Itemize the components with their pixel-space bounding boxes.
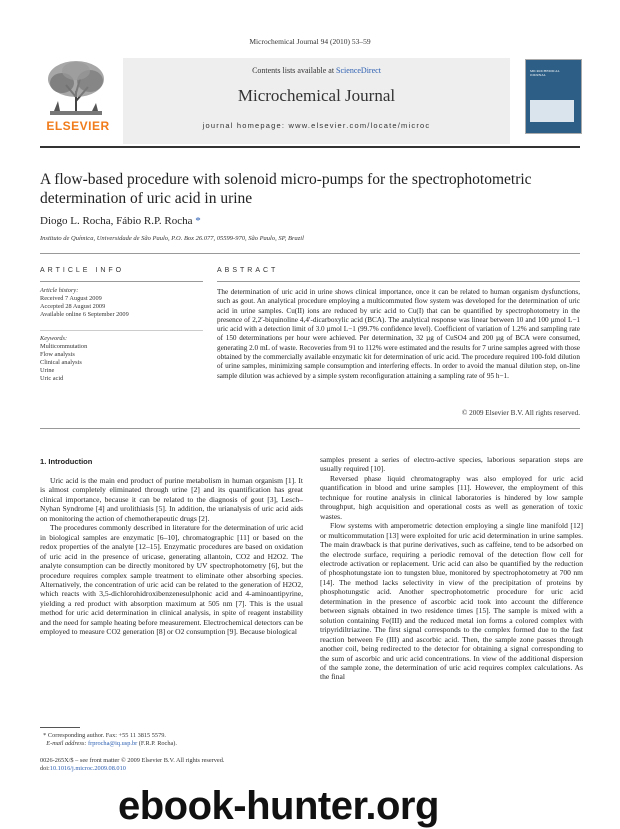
authors (40, 215, 580, 227)
doi-prefix: doi: (40, 765, 50, 773)
sciencedirect-link[interactable]: ScienceDirect (336, 66, 381, 75)
keywords (40, 335, 203, 384)
body-paragraph: samples present a series of electro-active species, laborious separation steps are usually required [10]. (320, 455, 583, 474)
keyword: Clinical analysis (40, 359, 82, 367)
doi-link[interactable]: 10.1016/j.microc.2009.08.010 (49, 765, 126, 773)
issn-doi-block (40, 757, 310, 773)
contents-line (123, 66, 510, 75)
title-line-2: determination of uric acid in urine (40, 190, 253, 207)
publisher-wordmark: ELSEVIER (46, 119, 110, 133)
keyword: Uric acid (40, 375, 64, 383)
abstract-text: The determination of uric acid in urine shows clinical importance, once it can be related to human organism dysfunctions, such as gout. An analytical procedure employing a multicommuted flow system was developed for the determination of uric acid in urine samples. Cu(II) ions are reduced by uric acid to Cu(I) that can be quantified by spectrophotometry in the presence of 2,2′-biquinoline 4,4′-dicarboxylic acid (BCA). The analytical response was linear between 10 and 100 µmol L−1 uric acid with a detection limit of 3.0 µmol L−1 (99.7% confidence level). Coefficient of variation of 1.2% and sampling rate of 150 determinations per hour were achieved. Per determination, 32 µg of CuSO4 and 200 µg of BCA were consumed, generating 2.0 mL of waste. Recoveries from 91 to 112% were estimated and the results for 7 urine samples agreed with those obtained by the commercially available enzymatic kit for determination of uric acid. The procedure required 100-fold dilution of urine samples, minimizing sample consumption and interfering effects. In order to avoid the manual dilution step, on-line sample dilution was achieved by a simple system reconfiguration attaining a sampling rate of 95 h−1. (217, 288, 580, 380)
email-suffix: (F.R.P. Rocha). (137, 740, 177, 748)
email-label: E-mail address: (46, 740, 89, 748)
journal-homepage[interactable]: journal homepage: www.elsevier.com/locate/microc (202, 121, 431, 130)
journal-title: Microchemical Journal (237, 86, 396, 105)
article-title (40, 170, 580, 208)
body-paragraph: The procedures commonly described in literature for the determination of uric acid in biological samples are enzymatic [6–10], chromatographic [11] or based on the redox properties of the analyte [12–15]. Enzymatic procedures are based on oxidation of uric acid in the presence of uricase, generating allantoin, CO2 and H2O2. The analyte consumption can be directly monitored by UV spectrophotometry [6], but the procedure requires complex sample treatment to eliminate other absorbing species. Alternatively, the concentration of uric acid can be related to the generation of H2O2, which reacts with 3,5-dichlorohidroxibenzenesulphonic acid and 4-aminoantipyrine, yielding a red product with absorption maximum at 505 nm [7]. This is the usual method for uric acid determination in clinical analysis, in spite of reagent instability and the need for sample heating before measurement. Electrochemical detectors can be employed to measure CO2 generation [8] or O2 consumption [9]. Because biological (40, 523, 303, 637)
affiliation: Instituto de Química, Universidade de São Paulo, P.O. Box 26.077, 05599-970, São Paulo, SP, Brazil (40, 235, 304, 242)
cover-journal-name-2: JOURNAL (530, 73, 546, 77)
keyword: Multicommutation (40, 343, 88, 351)
history-online: Available online 6 September 2009 (40, 311, 129, 319)
history-received: Received 7 August 2009 (40, 295, 102, 303)
watermark: ebook-hunter.org (118, 784, 439, 828)
contents-prefix: Contents lists available at (252, 66, 337, 75)
section-heading-introduction: 1. Introduction (40, 457, 93, 466)
abstract-copyright: © 2009 Elsevier B.V. All rights reserved. (461, 409, 580, 417)
cover-image-panel (530, 100, 574, 122)
history-label: Article history: (40, 287, 79, 294)
body-left-column (40, 476, 303, 637)
body-paragraph: Flow systems with amperometric detection employing a single line manifold [12] or multicommutation [13] were exploited for uric acid determination in urine samples. The main drawback is that purine derivatives, such as caffeine, tend to be adsorbed on the electrode surface, requiring a periodic removal of the detection flow cell for electrode activation or replacement. Uric acid can also be quantified by the reduction of phosphotungstate ion to tungsten blue, monitored by spectrophotometry at 700 nm [14]. The method lacks selectivity in view of the precipitation of proteins by phosphotungstic acid. Another spectrophotometric procedure for uric acid determination in the presence of ascorbic acid took into account the difference between signals obtained in two residence times [15]. The sample is mixed with a solution containing Fe(III) and the reduced metal ion forms a colored complex with tripyridiltriazine. The first signal corresponds to the complex formed due to the fast reaction between Fe (III) and ascorbic acid. Then, the sample zone passes through another coil, being redirected to the detector for obtaining a signal corresponding to the sum of ascorbic and uric acid concentrations. In view of the additional dispersion of the sample zone, the determination of uric acid requires complex calculations. As the final (320, 521, 583, 682)
body-paragraph: Reversed phase liquid chromatography was also employed for uric acid quantification in blood and urine samples [11]. However, the employment of this technique for routine analysis in clinical laboratories is hindered by low sample throughput, high acquisition and operational costs as well as generation of toxic wastes. (320, 473, 583, 521)
divider (40, 281, 203, 282)
divider (40, 330, 203, 331)
running-head: Microchemical Journal 94 (2010) 53–59 (249, 37, 371, 46)
article-info-heading: ARTICLE INFO (40, 267, 125, 274)
cover-journal-name-1: MICROCHEMICAL (530, 69, 560, 73)
keyword: Urine (40, 367, 55, 375)
body-right-column (320, 455, 583, 682)
divider (217, 281, 580, 282)
corresponding-author-mark[interactable]: * (195, 215, 201, 227)
article-history (40, 287, 203, 319)
divider (40, 253, 580, 254)
history-accepted: Accepted 28 August 2009 (40, 303, 106, 311)
title-line-1: A flow-based procedure with solenoid micro-pumps for the spectrophotometric (40, 171, 532, 188)
journal-cover-thumbnail (525, 59, 582, 134)
footnote-text: Corresponding author. Fax: +55 11 3815 5579. (47, 732, 166, 739)
corresponding-author-footnote (40, 732, 303, 748)
author-names: Diogo L. Rocha, Fábio R.P. Rocha (40, 215, 193, 227)
footnote-rule (40, 727, 80, 728)
footnote-mark: * (43, 732, 47, 739)
author-email-link[interactable]: frprocha@iq.usp.br (88, 740, 138, 748)
divider (40, 428, 580, 429)
abstract-heading: ABSTRACT (217, 267, 279, 274)
issn-line: 0026-265X/$ – see front matter © 2009 Elsevier B.V. All rights reserved. (40, 757, 225, 764)
keyword: Flow analysis (40, 351, 75, 359)
keywords-label: Keywords: (40, 335, 68, 342)
header-rule (40, 146, 580, 148)
body-paragraph: Uric acid is the main end product of purine metabolism in human organism [1]. It is almost completely eliminated through urine [2] and its quantification has great clinical importance, because it can be related to the diagnosis of gout [3], Lesch–Nyhan Syndrome [4] and urolithiasis [5]. In addition, the urianalysis of uric acid aids on monitoring the action of chemotherapeutic drugs [2]. (40, 476, 303, 523)
